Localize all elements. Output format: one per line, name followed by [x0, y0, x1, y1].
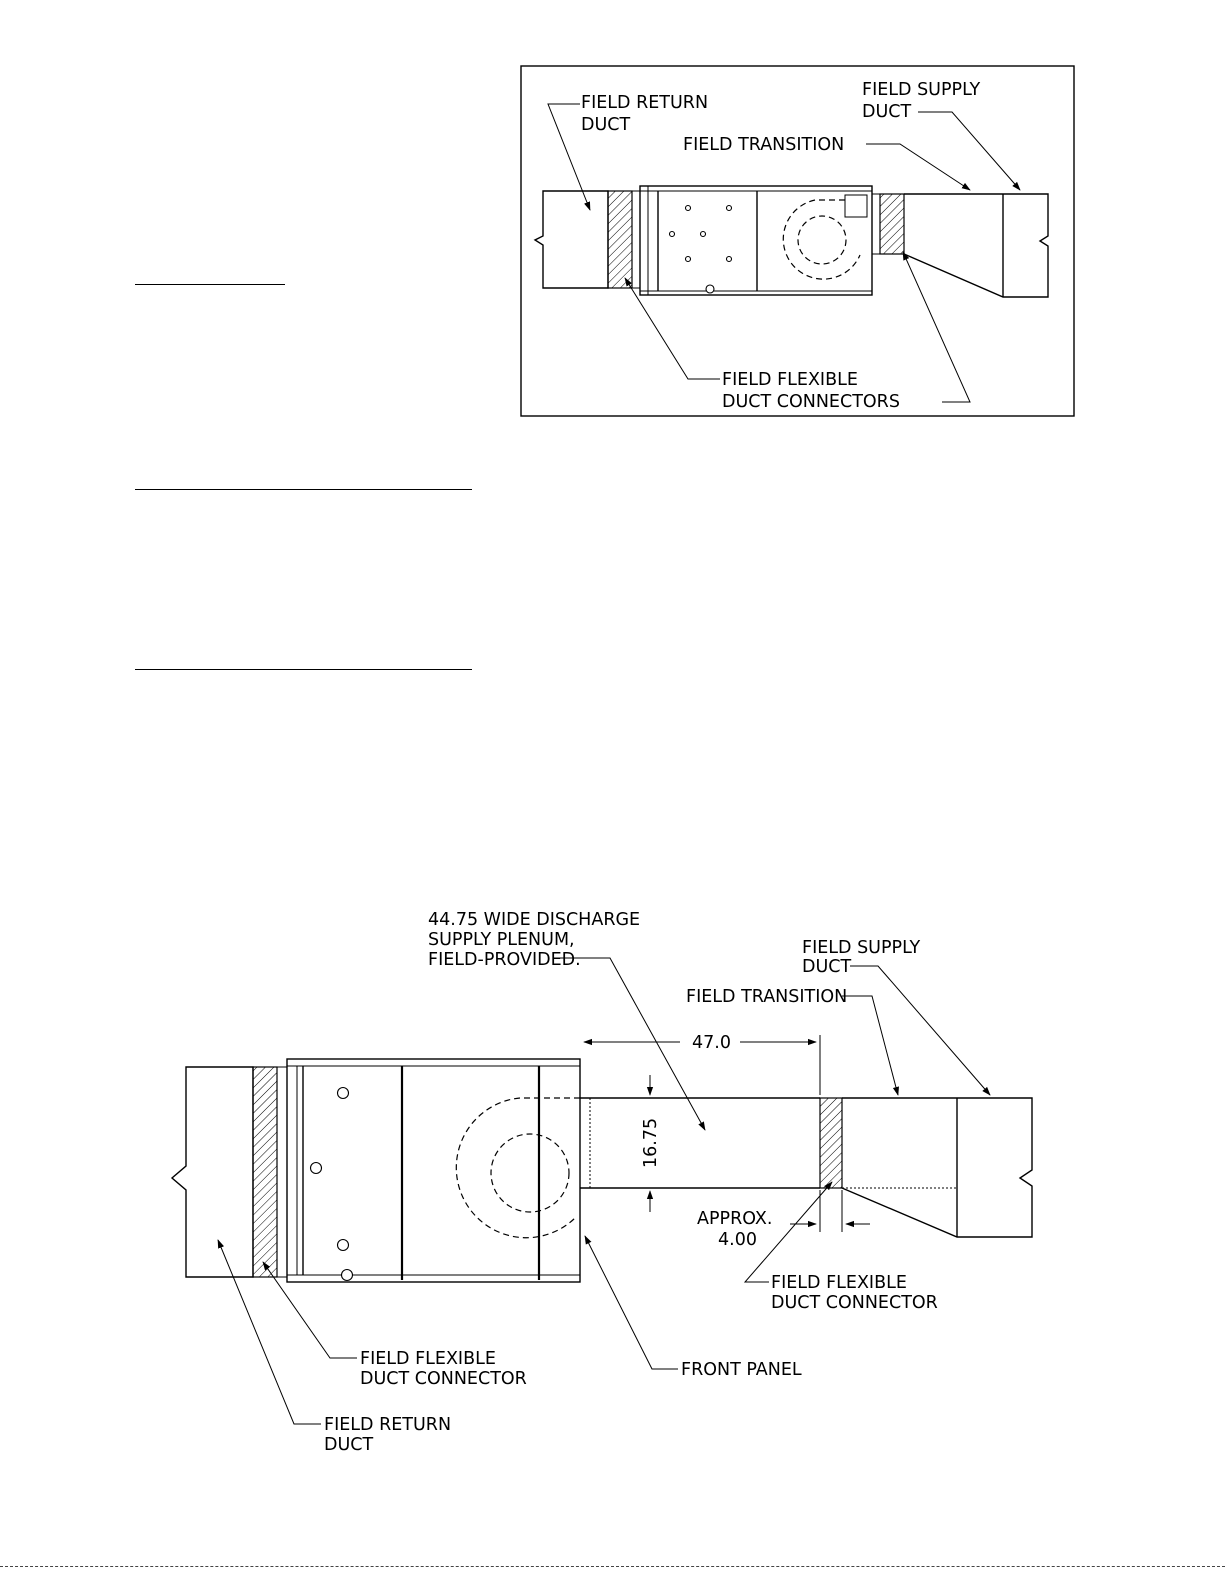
- dim-length-label: 47.0: [692, 1033, 731, 1053]
- svg-text:DUCT CONNECTORS: DUCT CONNECTORS: [722, 392, 900, 412]
- bottom-supply-duct-label: [802, 938, 921, 977]
- svg-text:FIELD RETURN: FIELD RETURN: [324, 1415, 452, 1435]
- top-return-duct-label: [581, 93, 708, 135]
- svg-text:APPROX.: APPROX.: [697, 1209, 773, 1229]
- bottom-diagram: [172, 910, 1032, 1455]
- bottom-return-duct-label: [324, 1415, 451, 1455]
- svg-text:4.00: 4.00: [718, 1230, 757, 1250]
- top-flex-connectors-label: [722, 370, 900, 412]
- front-panel-label: FRONT PANEL: [681, 1360, 802, 1380]
- bottom-flex-connector-right-label: [771, 1273, 938, 1313]
- svg-text:44.75 WIDE DISCHARGE: 44.75 WIDE DISCHARGE: [428, 910, 641, 930]
- top-unit-cabinet: [640, 186, 872, 295]
- svg-text:FIELD FLEXIBLE: FIELD FLEXIBLE: [771, 1273, 907, 1293]
- svg-text:DUCT CONNECTOR: DUCT CONNECTOR: [771, 1293, 938, 1313]
- svg-text:FIELD FLEXIBLE: FIELD FLEXIBLE: [360, 1349, 496, 1369]
- top-diagram: [521, 66, 1074, 416]
- top-supply-duct-label: [862, 80, 981, 122]
- plenum-label: [428, 910, 640, 970]
- top-flex-connector-right: [880, 194, 904, 254]
- top-transition-label: FIELD TRANSITION: [683, 135, 845, 155]
- svg-text:FIELD SUPPLY: FIELD SUPPLY: [862, 80, 981, 100]
- svg-text:FIELD FLEXIBLE: FIELD FLEXIBLE: [722, 370, 858, 390]
- bottom-flex-connector-left-label: [360, 1349, 527, 1389]
- bottom-return-duct: [172, 1067, 253, 1277]
- bottom-flex-connector-left: [253, 1067, 277, 1277]
- bottom-transition-label: FIELD TRANSITION: [686, 987, 848, 1007]
- svg-text:DUCT: DUCT: [802, 957, 852, 977]
- approx-dim-label: [697, 1209, 772, 1250]
- svg-text:DUCT: DUCT: [862, 102, 912, 122]
- svg-text:FIELD SUPPLY: FIELD SUPPLY: [802, 938, 921, 958]
- dim-height-label: 16.75: [641, 1117, 661, 1168]
- svg-text:FIELD RETURN: FIELD RETURN: [581, 93, 709, 113]
- svg-text:SUPPLY PLENUM,: SUPPLY PLENUM,: [428, 930, 575, 950]
- svg-text:DUCT CONNECTOR: DUCT CONNECTOR: [360, 1369, 527, 1389]
- svg-text:FIELD-PROVIDED.: FIELD-PROVIDED.: [428, 950, 581, 970]
- bottom-flex-connector-right: [820, 1098, 842, 1188]
- top-transition-supply: [904, 194, 1048, 297]
- top-flex-connector-left: [608, 191, 632, 288]
- bottom-transition-supply: [842, 1098, 1032, 1237]
- top-return-duct: [535, 191, 608, 288]
- svg-text:DUCT: DUCT: [581, 115, 631, 135]
- bottom-unit-cabinet: [287, 1059, 580, 1282]
- svg-text:DUCT: DUCT: [324, 1435, 374, 1455]
